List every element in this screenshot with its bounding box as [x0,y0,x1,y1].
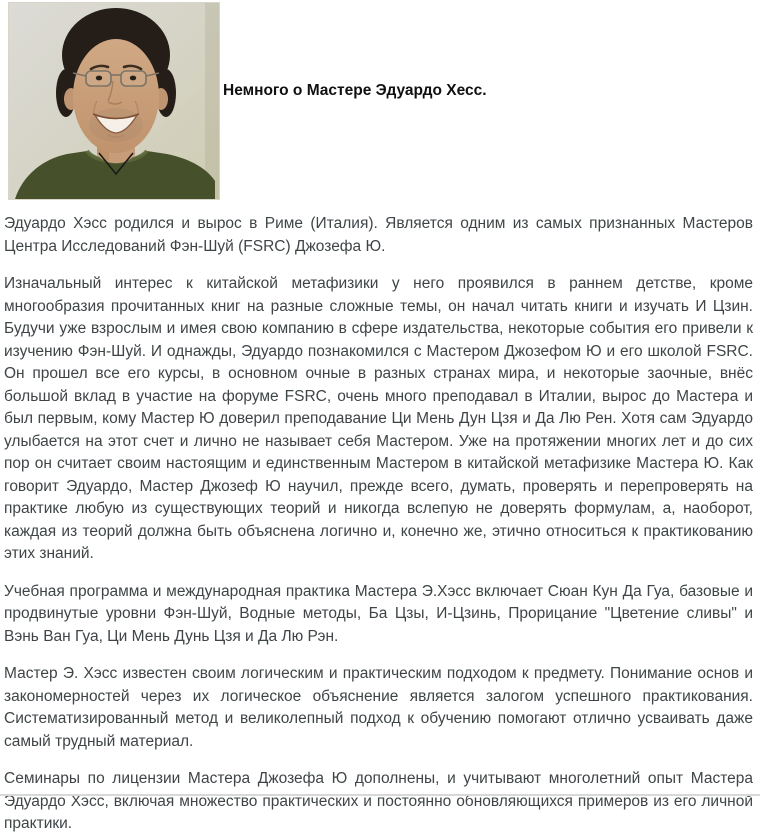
article-body [4,213,753,836]
body-paragraph: Изначальный интерес к китайской метафизики у него проявился в раннем детстве, кроме многообразия прочитанных книг на разные сложные темы, он начал читать книги и изучать И Цзин. Будучи уже взрослым и имея свою компанию в сфере издательства, некоторые события его привели к изучению Фэн-Шуй. И однажды, Эдуардо познакомился с Мастером Джозефом Ю и его школой FSRC. Он прошел все его курсы, в основном очные в разных странах мира, и некоторые заочные, внёс большой вклад в участие на форуме FSRC, очень много преподавал в Италии, вырос до Мастера и был первым, кому Мастер Ю доверил преподавание Ци Мень Дун Цзя и Да Лю Рен. Хотя сам Эдуардо улыбается на этот счет и лично не называет себя Мастером. Уже на протяжении многих лет и до сих пор он считает своим настоящим и единственным Мастером в китайской метафизике Мастера Ю. Как говорит Эдуардо, Мастер Джозеф Ю научил, прежде всего, думать, проверять и перепроверять на практике любую из существующих теорий и никогда вслепую не доверять формулам, а, наоборот, каждая из теорий должна быть объяснена логично и, конечно же, этично относиться к практикованию этих знаний. [4,275,753,562]
portrait-photo [8,2,220,200]
page-header [0,0,760,200]
bottom-divider [0,794,760,796]
body-paragraph: Учебная программа и международная практика Мастера Э.Хэсс включает Сюан Кун Да Гуа, базовые и продвинутые уровни Фэн-Шуй, Водные методы, Ба Цзы, И-Цзинь, Прорицание "Цветение сливы" и Вэнь Ван Гуа, Ци Мень Дунь Цзя и Да Лю Рэн. [4,582,753,645]
portrait-photo-graphic [9,3,219,199]
body-paragraph: Семинары по лицензии Мастера Джозефа Ю дополнены, и учитывают многолетний опыт Мастера Эдуардо Хэсс, включая множество практических и постоянно обновляющихся примеров из его личной практики. [4,770,753,832]
page-title: Немного о Мастере Эдуардо Хесс. [223,82,487,100]
body-paragraph: Мастер Э. Хэсс известен своим логическим и практическим подходом к предмету. Понимание основ и закономерностей через их логическое объяснение является залогом успешного практикования. Систематизированный метод и великолепный подход к обучению помогают отлично усваивать даже самый трудный материал. [4,665,753,750]
body-paragraph: Эдуардо Хэсс родился и вырос в Риме (Италия). Является одним из самых признанных Мастеров Центра Исследований Фэн-Шуй (FSRC) Джозефа Ю. [4,215,753,255]
